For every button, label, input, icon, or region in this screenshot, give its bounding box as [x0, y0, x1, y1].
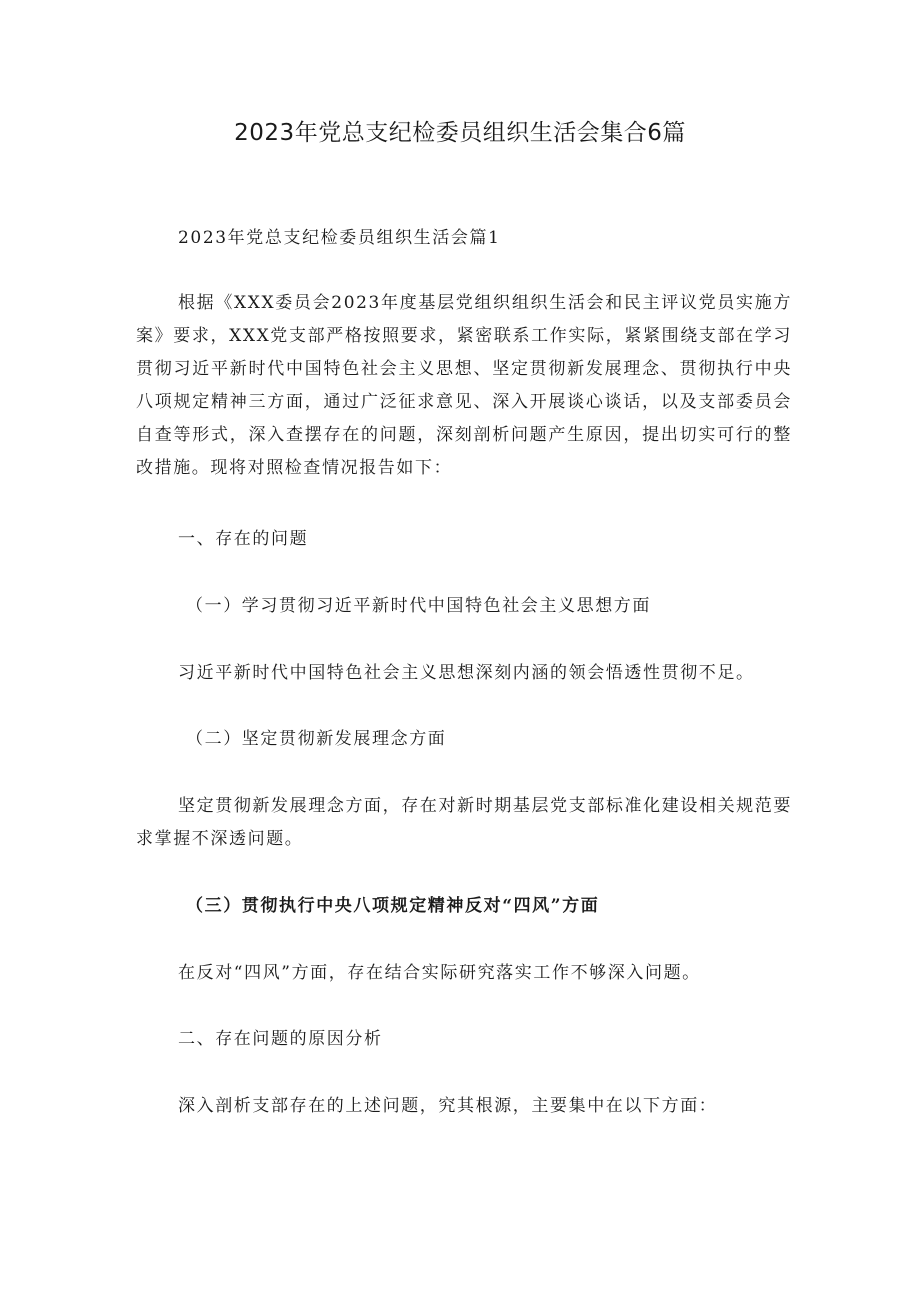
heading-cause-analysis: 二、存在问题的原因分析 [178, 1029, 383, 1049]
body-paragraph-intro: 根据《XXX委员会2023年度基层党组织组织生活会和民主评议党员实施方案》要求，XXX党支部严格按照要求，紧密联系工作实际，紧紧围绕支部在学习贯彻习近平新时代中国特色社会主义思想、坚定贯彻新发展理念、贯彻执行中央八项规定精神三方面，通过广泛征求意见、深入开展谈心谈话，以及支部委员会自查等形式，深入查摆存在的问题，深刻剖析问题产生原因，提出切实可行的整改措施。现将对照检查情况报告如下： [136, 293, 792, 478]
heading-existing-problems: 一、存在的问题 [178, 529, 309, 549]
body-paragraph-2: 坚定贯彻新发展理念方面，存在对新时期基层党支部标准化建设相关规范要求掌握不深透问题。 [136, 796, 792, 849]
body-paragraph-1: 习近平新时代中国特色社会主义思想深刻内涵的领会悟透性贯彻不足。 [178, 663, 755, 683]
subheading-2: （二）坚定贯彻新发展理念方面 [186, 729, 447, 749]
body-paragraph-4: 深入剖析支部存在的上述问题，究其根源，主要集中在以下方面： [178, 1096, 718, 1116]
section-heading-part-1: 2023年党总支纪检委员组织生活会篇1 [178, 228, 501, 248]
body-paragraph-3: 在反对“四风”方面，存在结合实际研究落实工作不够深入问题。 [178, 963, 701, 983]
page-title: 2023年党总支纪检委员组织生活会集合6篇 [234, 120, 686, 146]
subheading-3: （三）贯彻执行中央八项规定精神反对“四风”方面 [186, 896, 600, 916]
subheading-1: （一）学习贯彻习近平新时代中国特色社会主义思想方面 [186, 596, 651, 616]
